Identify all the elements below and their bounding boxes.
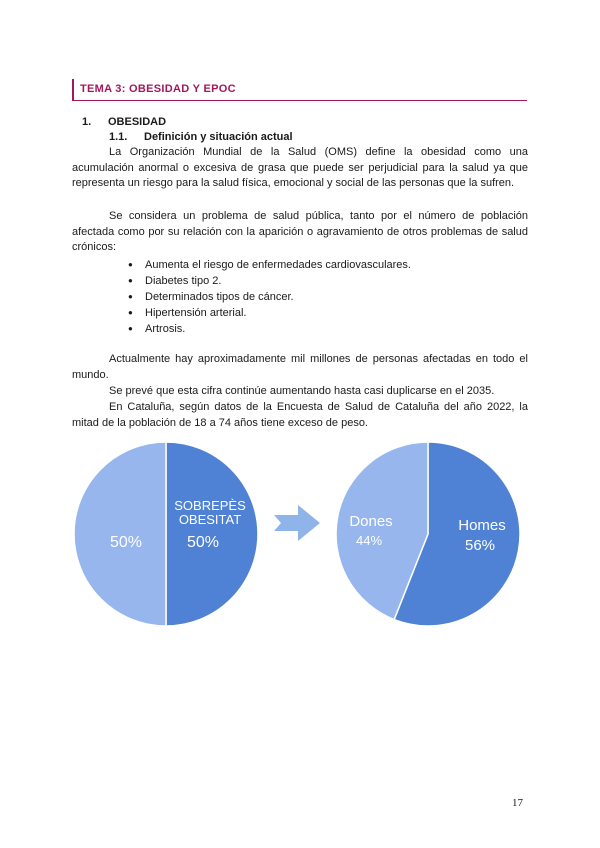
pie-chart-overweight xyxy=(74,442,258,626)
paragraph-forecast: Se prevé que esta cifra continúe aumentando hasta casi duplicarse en el 2035. xyxy=(109,385,495,397)
list-item: ● Aumenta el riesgo de enfermedades cardiovasculares. xyxy=(128,257,411,273)
section-heading xyxy=(82,116,166,128)
list-item: ● Artrosis. xyxy=(128,321,411,337)
slice-value-overweight: 50% xyxy=(186,534,220,551)
section-title: OBESIDAD xyxy=(108,116,167,128)
section-number: 1. xyxy=(82,116,92,128)
paragraph-catalonia: En Cataluña, según datos de la Encuesta de Salud de Cataluña del año 2022, la mitad de la población de 18 a 74 años tiene exceso de peso. xyxy=(72,401,528,429)
slice-label-line: SOBREPÈS xyxy=(174,498,246,513)
list-item: ● Diabetes tipo 2. xyxy=(128,273,411,289)
slice-value-homes: 56% xyxy=(464,537,496,554)
page-number: 17 xyxy=(512,797,523,809)
list-item: ● Determinados tipos de cáncer. xyxy=(128,289,411,305)
paragraph-definition: La Organización Mundial de la Salud (OMS) define la obesidad como una acumulación anormal o excesiva de grasa que puede ser perjudicial para la salud ya que representa un riesgo para la salud física, emocional y social de las personas que la sufren. xyxy=(72,146,528,189)
slice-label-homes: Homes xyxy=(458,517,506,534)
topic-header-box xyxy=(72,79,527,101)
list-item: ● Hipertensión arterial. xyxy=(128,305,411,321)
subsection-title: Definición y situación actual xyxy=(144,131,293,143)
slice-label-dones: Dones xyxy=(349,513,393,530)
pie-charts-figure xyxy=(0,430,600,640)
slice-label-sobrepes xyxy=(174,498,246,527)
slice-value-normal: 50% xyxy=(109,534,143,551)
subsection-number: 1.1. xyxy=(109,131,128,143)
subsection-heading xyxy=(109,131,293,143)
risk-list xyxy=(128,257,411,337)
arrow-icon xyxy=(274,505,320,541)
topic-header-title: TEMA 3: OBESIDAD Y EPOC xyxy=(80,83,236,95)
paragraph-public-health: Se considera un problema de salud pública, tanto por el número de población afectada como por su relación con la aparición o agravamiento de otros problemas de salud crónicos: xyxy=(72,210,528,253)
paragraph-world-figures: Actualmente hay aproximadamente mil millones de personas afectadas en todo el mundo. xyxy=(72,353,528,381)
slice-label-line: OBESITAT xyxy=(178,512,242,527)
slice-value-dones: 44% xyxy=(355,533,383,548)
